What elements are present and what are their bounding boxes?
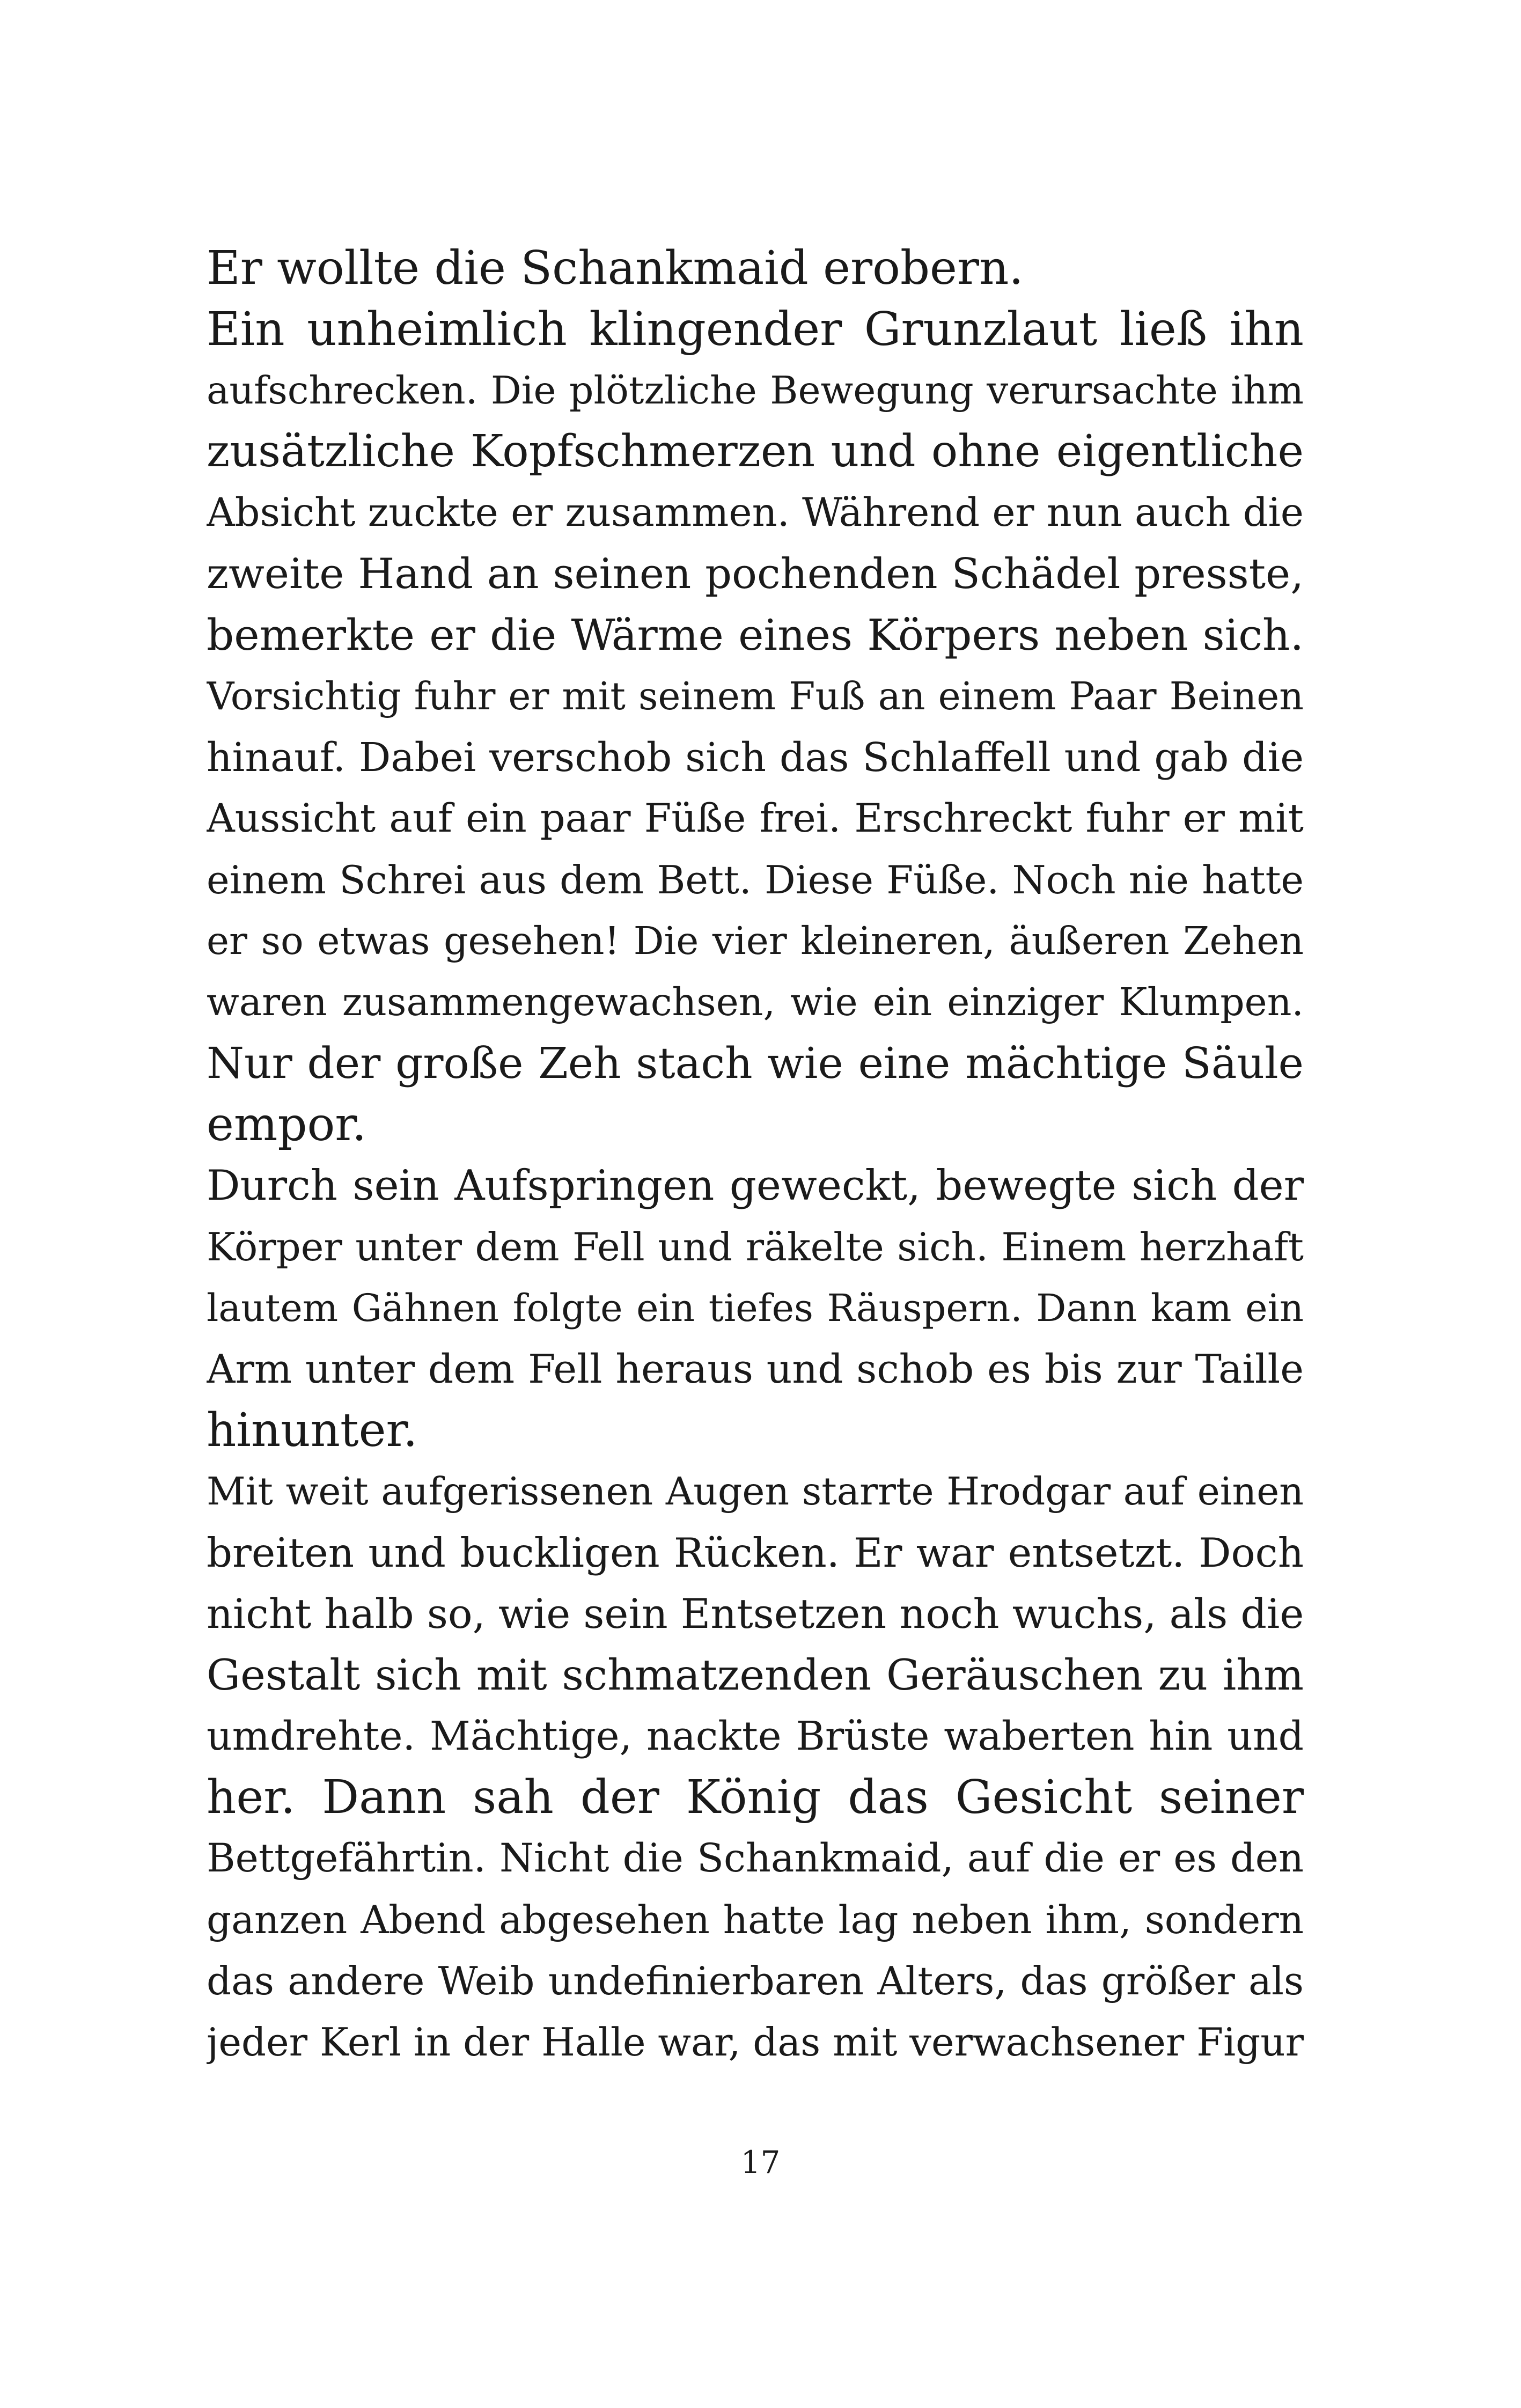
- text-line: Gestalt sich mit schmatzenden Geräuschen zu ihm: [207, 1650, 1304, 1700]
- body-text: [207, 238, 1304, 2073]
- text-line: her. Dann sah der König das Gesicht seiner: [207, 1771, 1304, 1824]
- text-line: Aussicht auf ein paar Füße frei. Erschreckt fuhr er mit: [207, 796, 1304, 841]
- text-line: das andere Weib undefinierbaren Alters, das größer als: [207, 1958, 1304, 2003]
- page-number: 17: [740, 2144, 781, 2181]
- paragraph: [207, 299, 1304, 1155]
- text-line: Ein unheimlich klingender Grunzlaut ließ ihn: [207, 303, 1304, 356]
- text-line: ganzen Abend abgesehen hatte lag neben ihm, sondern: [207, 1897, 1304, 1942]
- text-line: hinunter.: [207, 1404, 418, 1457]
- text-line: Arm unter dem Fell heraus und schob es bis zur Taille: [207, 1346, 1304, 1392]
- text-line: aufschrecken. Die plötzliche Bewegung verursachte ihm: [207, 368, 1304, 413]
- paragraph: [207, 1461, 1304, 2073]
- text-line: nicht halb so, wie sein Entsetzen noch wuchs, als die: [207, 1590, 1304, 1638]
- text-line: umdrehte. Mächtige, nackte Brüste waberten hin und: [207, 1713, 1304, 1759]
- text-line: empor.: [207, 1098, 367, 1151]
- text-line: bemerkte er die Wärme eines Körpers neben sich.: [207, 610, 1304, 660]
- text-line: er so etwas gesehen! Die vier kleineren, äußeren Zehen: [207, 919, 1304, 963]
- text-line: Er wollte die Schankmaid erobern.: [207, 241, 1024, 295]
- text-line: zweite Hand an seinen pochenden Schädel presste,: [207, 550, 1304, 598]
- text-line: Nur der große Zeh stach wie eine mächtige Säule: [207, 1038, 1304, 1088]
- text-line: Absicht zuckte er zusammen. Während er nun auch die: [207, 490, 1304, 535]
- text-line: einem Schrei aus dem Bett. Diese Füße. Noch nie hatte: [207, 857, 1304, 902]
- text-line: Mit weit aufgerissenen Augen starrte Hrodgar auf einen: [207, 1469, 1304, 1514]
- text-line: Vorsichtig fuhr er mit seinem Fuß an einem Paar Beinen: [207, 674, 1304, 718]
- text-line: jeder Kerl in der Halle war, das mit verwachsener Figur: [207, 2020, 1304, 2065]
- text-line: Körper unter dem Fell und räkelte sich. Einem herzhaft: [207, 1224, 1304, 1269]
- text-line: Bettgefährtin. Nicht die Schankmaid, auf die er es den: [207, 1836, 1304, 1881]
- text-line: Durch sein Aufspringen geweckt, bewegte sich der: [207, 1162, 1304, 1210]
- text-line: waren zusammengewachsen, wie ein einziger Klumpen.: [207, 980, 1304, 1024]
- text-line: zusätzliche Kopfschmerzen und ohne eigentliche: [207, 426, 1304, 477]
- text-line: breiten und buckligen Rücken. Er war entsetzt. Doch: [207, 1529, 1304, 1576]
- paragraph: [207, 1155, 1304, 1461]
- text-line: lautem Gähnen folgte ein tiefes Räuspern. Dann kam ein: [207, 1286, 1304, 1330]
- text-line: hinauf. Dabei verschob sich das Schlaffell und gab die: [207, 735, 1304, 781]
- paragraph: [207, 238, 1304, 299]
